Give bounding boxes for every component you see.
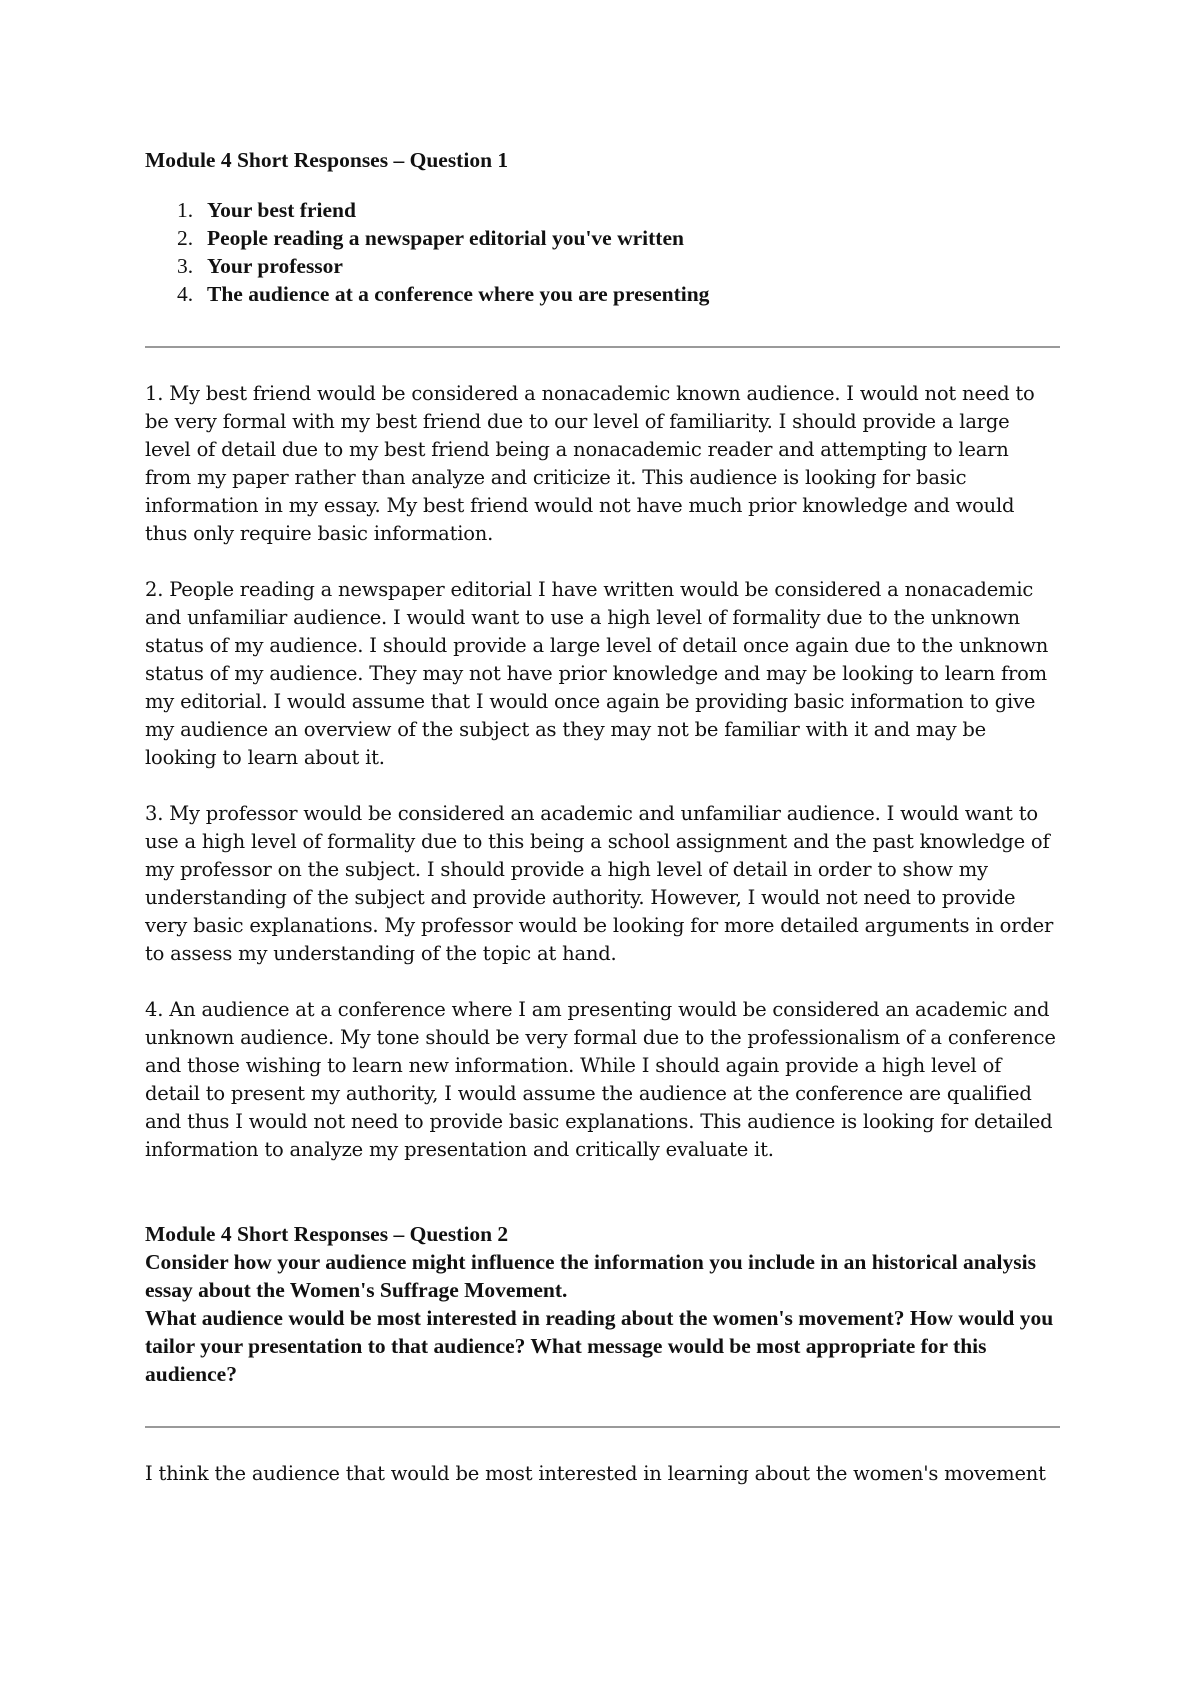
list-item (145, 252, 1060, 280)
horizontal-rule (145, 1426, 1060, 1428)
list-item-text: People reading a newspaper editorial you've written (207, 226, 684, 250)
list-item-text: Your professor (207, 254, 343, 278)
question2-prompt: What audience would be most interested in reading about the women's movement? How would you tailor your presentation to that audience? What message would be most appropriate for this audience? (145, 1306, 1054, 1386)
answer-paragraph: 2. People reading a newspaper editorial I have written would be considered a nonacademic and unfamiliar audience. I would want to use a high level of formality due to the unknown status of my audience. I should provide a large level of detail once again due to the unknown status of my audience. They may not have prior knowledge and may be looking to learn from my editorial. I would assume that I would once again be providing basic information to give my audience an overview of the subject as they may not be familiar with it and may be looking to learn about it. (145, 578, 1049, 769)
list-item (145, 224, 1060, 252)
document-page (145, 146, 1060, 1488)
list-item-number: 4. (177, 282, 194, 306)
question2-heading: Module 4 Short Responses – Question 2 (145, 1222, 509, 1246)
list-item-text: Your best friend (207, 198, 356, 222)
question1-list (145, 196, 1060, 308)
answer-paragraph: 4. An audience at a conference where I am presenting would be considered an academic and unknown audience. My tone should be very formal due to the professionalism of a conference and those wishing to learn new information. While I should again provide a high level of detail to present my authority, I would assume the audience at the conference are qualified and thus I would not need to provide basic explanations. This audience is looking for detailed information to analyze my presentation and critically evaluate it. (145, 998, 1056, 1161)
horizontal-rule (145, 346, 1060, 348)
list-item-text: The audience at a conference where you are presenting (207, 282, 710, 306)
question2-prompt: Consider how your audience might influence the information you include in an historical analysis essay about the Women's Suffrage Movement. (145, 1250, 1036, 1302)
list-item-number: 2. (177, 226, 194, 250)
list-item (145, 280, 1060, 308)
answer-paragraph: I think the audience that would be most interested in learning about the women's movement (145, 1462, 1046, 1485)
list-item (145, 196, 1060, 224)
question1-heading: Module 4 Short Responses – Question 1 (145, 148, 509, 172)
answer-paragraph: 3. My professor would be considered an academic and unfamiliar audience. I would want to use a high level of formality due to this being a school assignment and the past knowledge of my professor on the subject. I should provide a high level of detail in order to show my understanding of the subject and provide authority. However, I would not need to provide very basic explanations. My professor would be looking for more detailed arguments in order to assess my understanding of the topic at hand. (145, 802, 1054, 965)
list-item-number: 1. (177, 198, 194, 222)
answer-paragraph: 1. My best friend would be considered a nonacademic known audience. I would not need to be very formal with my best friend due to our level of familiarity. I should provide a large level of detail due to my best friend being a nonacademic reader and attempting to learn from my paper rather than analyze and criticize it. This audience is looking for basic information in my essay. My best friend would not have much prior knowledge and would thus only require basic information. (145, 382, 1035, 545)
list-item-number: 3. (177, 254, 194, 278)
